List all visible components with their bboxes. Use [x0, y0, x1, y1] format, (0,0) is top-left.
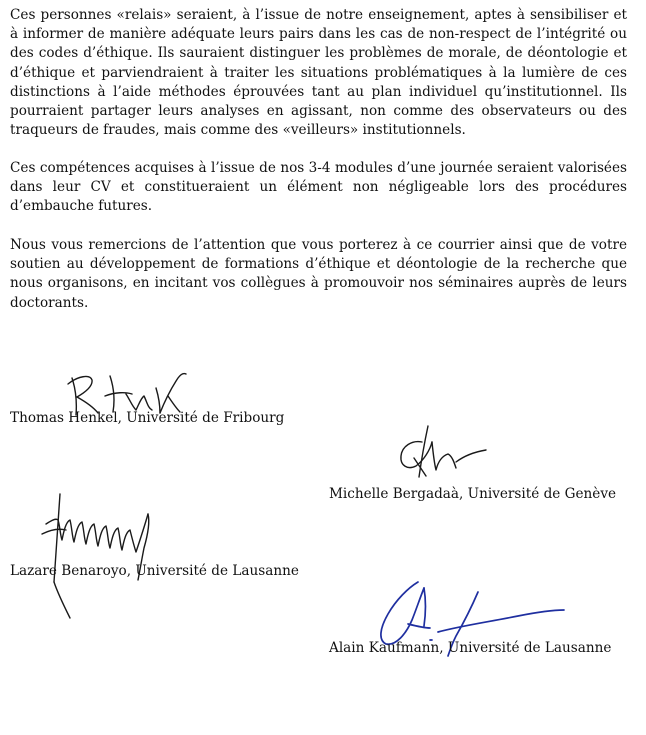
signatory-kaufmann: Alain Kaufmann, Université de Lausanne [329, 640, 612, 656]
paragraph-relais: Ces personnes «relais» seraient, à l’issue de notre enseignement, aptes à sensibiliser et à informer de manière adéquate leurs pairs dans les cas de non-respect de l’intégrité ou des codes d’éthique. Ils sauraient distinguer les problèmes de morale, de déontologie et d’éthique et parviendraient à traiter les situations problématiques à la lumière de ces distinctions à l’aide méthodes éprouvées tant au plan individuel qu’institutionnel. Ils pourraient partager leurs analyses en agissant, non comme des observateurs ou des traqueurs de fraudes, mais comme des «veilleurs» institutionnels. [10, 7, 627, 139]
paragraph-competences: Ces compétences acquises à l’issue de nos 3-4 modules d’une journée seraient valorisées dans leur CV et constitueraient un élément non négligeable lors des procédures d’embauche futures. [10, 160, 627, 215]
signature-bergadaa [392, 422, 492, 482]
paragraph-remerciements: Nous vous remercions de l’attention que vous porterez à ce courrier ainsi que de votre soutien au développement de formations d’éthique et déontologie de la recherche que nous organisons, en incitant vos collègues à promouvoir nos séminaires auprès de leurs doctorants. [10, 237, 627, 311]
signatory-bergadaa: Michelle Bergadaà, Université de Genève [329, 486, 617, 502]
signature-benaroyo [36, 490, 166, 622]
signatory-benaroyo: Lazare Benaroyo, Université de Lausanne [10, 563, 299, 579]
signatory-henkel: Thomas Henkel, Université de Fribourg [10, 410, 285, 426]
